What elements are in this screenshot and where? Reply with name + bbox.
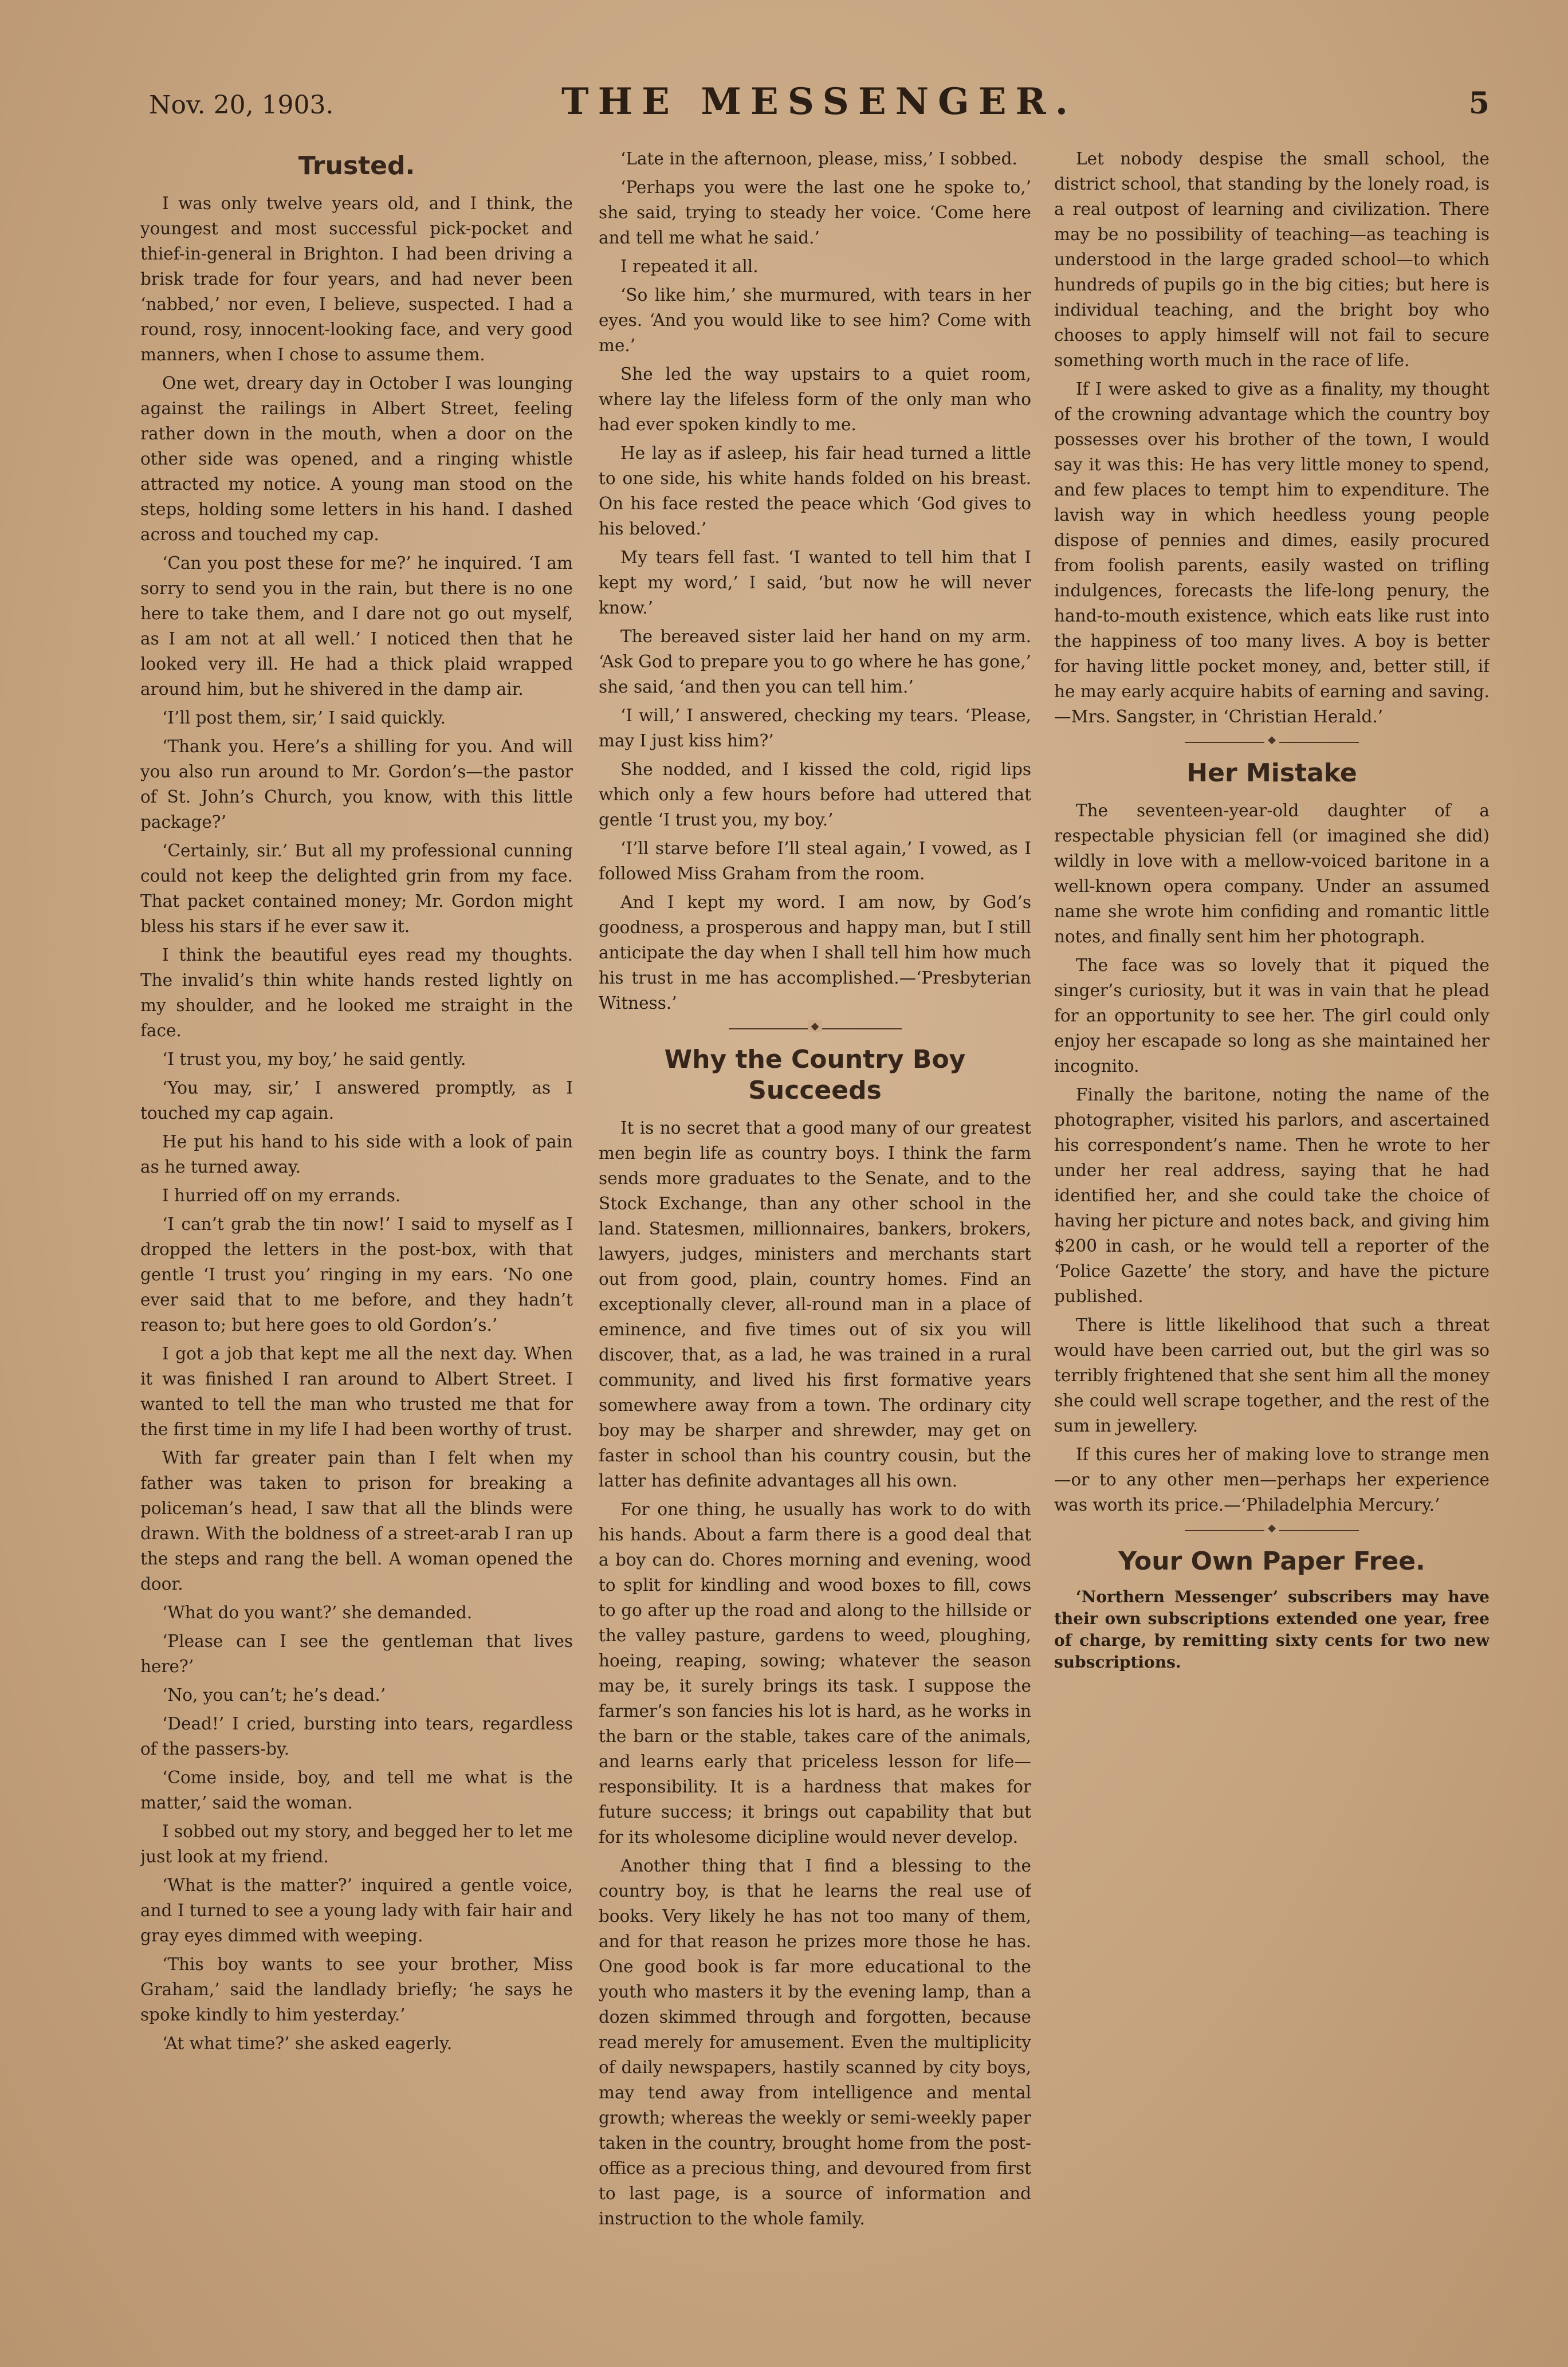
article-paragraph: He lay as if asleep, his fair head turned a little to one side, his white hands folded on his breast. On his face rested the peace which ‘God gives to his beloved.’ <box>599 443 1031 538</box>
article-paragraph: She nodded, and I kissed the cold, rigid lips which only a few hours before had uttered that gentle ‘I trust you, my boy.’ <box>599 760 1031 829</box>
subscription-notice <box>1054 1586 1490 1673</box>
masthead <box>149 80 1490 137</box>
article-paragraph: ‘Come inside, boy, and tell me what is the matter,’ said the woman. <box>140 1768 573 1812</box>
article-paragraph: ‘So like him,’ she murmured, with tears in her eyes. ‘And you would like to see him? Come with me.’ <box>599 285 1031 355</box>
article-paragraph: I got a job that kept me all the next day. When it was finished I ran around to Albert Street. I wanted to tell the man who trusted me that for the first time in my life I had been worthy of trust. <box>140 1344 573 1439</box>
newspaper-title: THE MESSENGER. <box>561 80 1077 123</box>
page-number: 5 <box>1468 86 1490 121</box>
article-paragraph: ‘This boy wants to see your brother, Miss Graham,’ said the landlady briefly; ‘he says he spoke kindly to him yesterday.’ <box>140 1955 573 2024</box>
article-paragraph: ‘Please can I see the gentleman that lives here?’ <box>140 1631 573 1676</box>
column-2 <box>599 146 1031 2321</box>
article-paragraph: I was only twelve years old, and I think, the youngest and most successful pick-pocket and thief-in-general in Brighton. I had been driving a brisk trade for four years, and had never been ‘nabbed,’ nor even, I believe, suspected. I had a round, rosy, innocent-looking face, and very good manners, when I chose to assume them. <box>140 194 573 364</box>
article-paragraph: ‘Can you post these for me?’ he inquired. ‘I am sorry to send you in the rain, but there is no one here to take them, and I dare not go out myself, as I am not at all well.’ I noticed then that he looked very ill. He had a thick plaid wrapped around him, but he shivered in the damp air. <box>140 553 573 699</box>
article-paragraph: ‘No, you can’t; he’s dead.’ <box>162 1685 386 1705</box>
section-divider: ◆ <box>599 1020 1031 1037</box>
notice-title: Your Own Paper Free. <box>1118 1547 1425 1576</box>
article-paragraph: ‘I’ll starve before I’ll steal again,’ I vowed, as I followed Miss Graham from the room. <box>599 839 1031 883</box>
article-paragraph: The bereaved sister laid her hand on my arm. ‘Ask God to prepare you to go where he has gone,’ she said, ‘and then you can tell him.’ <box>599 627 1031 697</box>
article-paragraph: My tears fell fast. ‘I wanted to tell him that I kept my word,’ I said, ‘but now he will never know.’ <box>599 548 1031 618</box>
article-paragraph: I think the beautiful eyes read my thoughts. The invalid’s thin white hands rested lightly on my shoulder, and he looked me straight in the face. <box>140 945 573 1040</box>
article-paragraph: ‘Certainly, sir.’ But all my professional cunning could not keep the delighted grin from my face. That packet contained money; Mr. Gordon might bless his stars if he ever saw it. <box>140 841 573 936</box>
article-paragraph: If this cures her of making love to strange men—or to any other men—perhaps her experience was worth its price.—‘Philadelphia Mercury.’ <box>1054 1445 1490 1515</box>
article-paragraph: There is little likelihood that such a threat would have been carried out, but the girl was so terribly frightened that she sent him all the money she could well scrape together, and the rest of the sum in jewellery. <box>1054 1315 1490 1436</box>
article-paragraph: Let nobody despise the small school, the district school, that standing by the lonely road, is a real outpost of learning and civilization. There may be no possibility of teaching—as teaching is understood in the large graded school—to which hundreds of pupils go in the big cities; but here is individual teaching, and the bright boy who chooses to apply himself will not fail to secure something worth much in the race of life. <box>1054 149 1490 370</box>
article-paragraph: I hurried off on my errands. <box>162 1186 401 1205</box>
article-paragraph: ‘What is the matter?’ inquired a gentle voice, and I turned to see a young lady with fair hair and gray eyes dimmed with weeping. <box>140 1875 573 1945</box>
section-divider: ◆ <box>1054 1522 1490 1539</box>
article-title-trusted: Trusted. <box>298 151 415 180</box>
article-paragraph: ‘You may, sir,’ I answered promptly, as I touched my cap again. <box>140 1078 573 1123</box>
article-paragraph: ‘What do you want?’ she demanded. <box>162 1603 473 1622</box>
article-paragraph: ‘Perhaps you were the last one he spoke to,’ she said, trying to steady her voice. ‘Come here and tell me what he said.’ <box>599 178 1031 247</box>
column-3 <box>1054 146 1490 2321</box>
article-paragraph: For one thing, he usually has work to do with his hands. About a farm there is a good deal that a boy can do. Chores morning and evening, wood to split for kindling and wood boxes to fill, cows to go after up the road and along to the hillside or the valley pasture, gardens to weed, ploughing, hoeing, reaping, sowing; whatever the season may be, it surely brings its task. I suppose the farmer’s son fancies his lot is hard, as he works in the barn or the stable, takes care of the animals, and learns early that priceless lesson for life—responsibility. It is a hardness that makes for future success; it brings out capability that but for its wholesome dicipline would never develop. <box>599 1500 1031 1847</box>
notice-text: ‘Northern Messenger’ subscribers may have their own subscriptions extended one year, free of charge, by remitting sixty cents for two new subscriptions. <box>1054 1587 1490 1672</box>
article-paragraph: I sobbed out my story, and begged her to let me just look at my friend. <box>140 1822 573 1866</box>
article-title-her-mistake: Her Mistake <box>1186 758 1357 788</box>
article-paragraph: And I kept my word. I am now, by God’s goodness, a prosperous and happy man, but I still anticipate the day when I shall tell him how much his trust in me has accomplished.—‘Presbyterian Witness.’ <box>599 892 1031 1013</box>
article-paragraph: Another thing that I find a blessing to the country boy, is that he learns the real use of books. Very likely he has not too many of them, and for that reason he prizes more those he has. One good book is far more educational to the youth who masters it by the evening lamp, than a dozen skimmed through and forgotten, because read merely for amusement. Even the multiplicity of daily newspapers, hastily scanned by city boys, may tend away from intelligence and mental growth; whereas the weekly or semi-weekly paper taken in the country, brought home from the post-office as a precious thing, and devoured from first to last page, is a source of information and instruction to the whole family. <box>599 1856 1031 2228</box>
article-paragraph: The face was so lovely that it piqued the singer’s curiosity, but it was in vain that he plead for an opportunity to see her. The girl could only enjoy her escapade so long as she maintained her incognito. <box>1054 956 1490 1076</box>
article-paragraph: He put his hand to his side with a look of pain as he turned away. <box>140 1132 573 1177</box>
section-divider: ◆ <box>1054 734 1490 751</box>
article-paragraph: ‘Late in the afternoon, please, miss,’ I sobbed. <box>620 149 1017 168</box>
column-1 <box>140 146 573 2321</box>
article-paragraph: One wet, dreary day in October I was lounging against the railings in Albert Street, feeling rather down in the mouth, when a door on the other side was opened, and a ringing whistle attracted my notice. A young man stood on the steps, holding some letters in his hand. I dashed across and touched my cap. <box>140 373 573 544</box>
issue-date: Nov. 20, 1903. <box>149 91 334 120</box>
article-paragraph: With far greater pain than I felt when my father was taken to prison for breaking a policeman’s head, I saw that all the blinds were drawn. With the boldness of a street-arab I ran up the steps and rang the bell. A woman opened the door. <box>140 1448 573 1594</box>
article-paragraph: It is no secret that a good many of our greatest men begin life as country boys. I think the farm sends more graduates to the Senate, and to the Stock Exchange, than any other school in the land. Statesmen, millionnaires, bankers, brokers, lawyers, judges, ministers and merchants start out from good, plain, country homes. Find an exceptionally clever, all-round man in a place of eminence, and five times out of six you will discover, that, as a lad, he was trained in a rural community, and lived his first formative years somewhere away from a town. The ordinary city boy may be sharper and shrewder, may get on faster in school than his country cousin, but the latter has definite advantages all his own. <box>599 1118 1031 1491</box>
article-paragraph: ‘Dead!’ I cried, bursting into tears, regardless of the passers-by. <box>140 1714 573 1759</box>
article-paragraph: Finally the baritone, noting the name of the photographer, visited his parlors, and ascertained his correspondent’s name. Then he wrote to her under her real address, saying that he had identified her, and she could take the choice of having her picture and notes back, and giving him $200 in cash, or he would tell a reporter of the ‘Police Gazette’ the story, and have the picture published. <box>1054 1085 1490 1306</box>
article-paragraph: ‘Thank you. Here’s a shilling for you. And will you also run around to Mr. Gordon’s—the pastor of St. John’s Church, you know, with this little package?’ <box>140 737 573 832</box>
article-paragraph: I repeated it all. <box>620 257 759 276</box>
article-paragraph: She led the way upstairs to a quiet room, where lay the lifeless form of the only man who had ever spoken kindly to me. <box>599 364 1031 434</box>
article-paragraph: ‘I’ll post them, sir,’ I said quickly. <box>162 708 446 728</box>
article-paragraph: ‘I can’t grab the tin now!’ I said to myself as I dropped the letters in the post-box, with that gentle ‘I trust you’ ringing in my ears. ‘No one ever said that to me before, and they hadn’t reason to; but here goes to old Gordon’s.’ <box>140 1214 573 1335</box>
article-paragraph: ‘At what time?’ she asked eagerly. <box>162 2034 453 2053</box>
article-paragraph: ‘I will,’ I answered, checking my tears. ‘Please, may I just kiss him?’ <box>599 706 1031 750</box>
article-paragraph: ‘I trust you, my boy,’ he said gently. <box>162 1049 466 1069</box>
article-title-country-boy: Why the Country Boy Succeeds <box>664 1045 966 1105</box>
article-paragraph: If I were asked to give as a finality, my thought of the crowning advantage which the country boy possesses over his brother of the town, I would say it was this: He has very little money to spend, and few places to tempt him to expenditure. The lavish way in which heedless young people dispose of pennies and dimes, easily procured from foolish parents, easily wasted on trifling indulgences, forecasts the life-long penury, the hand-to-mouth existence, which eats like rust into the happiness of too many lives. A boy is better for having little pocket money, and, better still, if he may early acquire habits of earning and saving.—Mrs. Sangster, in ‘Christian Herald.’ <box>1054 379 1490 726</box>
article-paragraph: The seventeen-year-old daughter of a respectable physician fell (or imagined she did) wildly in love with a mellow-voiced baritone in a well-known opera company. Under an assumed name she wrote him confiding and romantic little notes, and finally sent him her photograph. <box>1054 801 1490 946</box>
